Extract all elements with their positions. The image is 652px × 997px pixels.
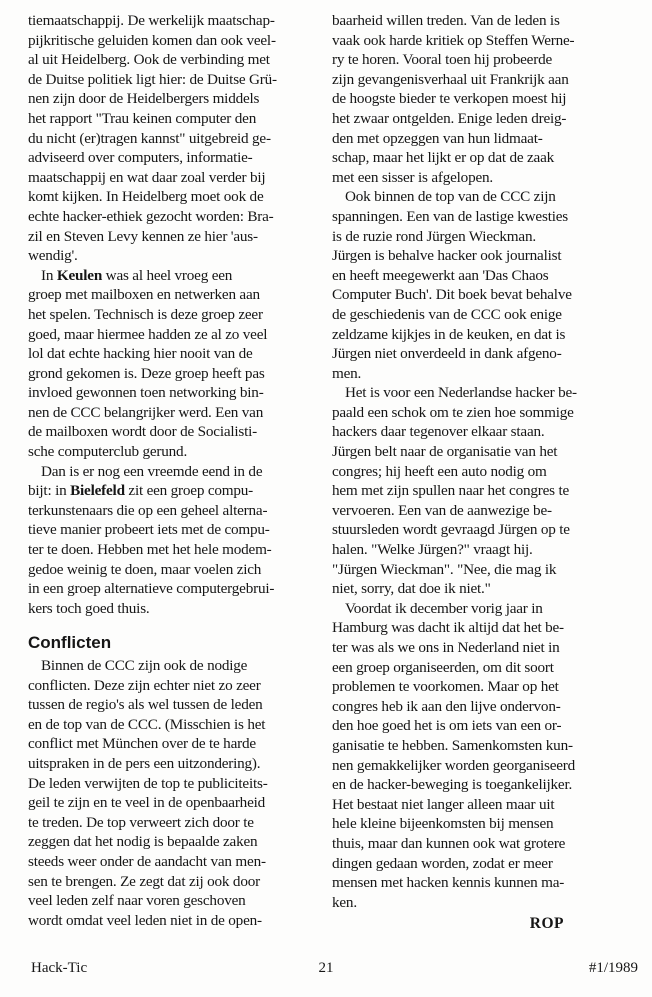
- section-heading: Conflicten: [28, 633, 112, 653]
- column-left: [28, 11, 322, 934]
- paragraph: baarheid willen treden. Van de leden is vaak ook harde kritiek op Steffen Werne- ry te horen. Vooral toen hij probeerde zijn gevangenisverhaal uit Frankrijk aan de hoogste bieder te verkopen moest hij het zwaar ontgelden. Enige leden dreig- den met opzeggen van hun lidmaat- schap, maar het lijkt er op dat de zaak met een sisser is afgelopen.: [332, 12, 575, 186]
- page-number: 21: [318, 960, 334, 976]
- column-right: [332, 11, 626, 934]
- issue-number: #1/1989: [588, 960, 638, 976]
- paragraph: In Keulen was al heel vroeg een groep met mailboxen en netwerken aan het spelen. Technisch is deze groep zeer goed, maar hiermee hadden ze al zo veel lol dat echte hacking hier nooit van de grond gekomen is. Deze groep heeft pas invloed gewonnen toen networking bin- nen de CCC belangrijker werd. Een van de mailboxen wordt door de Socialisti- sche computerclub gerund.: [28, 266, 268, 461]
- paragraph: tiemaatschappij. De werkelijk maatschap- pijkritische geluiden komen dan ook veel- al uit Heidelberg. Ook de verbinding met de Duitse politiek ligt hier: de Duitse Grü- nen zijn door de Heidelbergers middels het rapport "Trau keinen computer den du nicht (er)tragen kannst" uitgebreid ge- adviseerd over computers, informatie- maatschappij en wat daar zoal verder bij komt kijken. In Heidelberg moet ook de echte hacker-ethiek gezocht worden: Bra- zil en Steven Levy kennen ze hier 'aus- wendig'.: [28, 12, 277, 265]
- paragraph: Binnen de CCC zijn ook de nodige conflicten. Deze zijn echter niet zo zeer tussen de regio's als wel tussen de leden en de top van de CCC. (Misschien is het conflict met München over de te harde uitspraken in de pers een uitzondering). De leden verwijten de top te publiciteits- geil te zijn en te veel in de openbaarheid te treden. De top verweert zich door te zeggen dat het nodig is bepaalde zaken steeds weer onder de aandacht van men- sen te brengen. Ze zegt dat zij ook door veel leden zelf naar voren geschoven wordt omdat veel leden niet in de open-: [28, 657, 268, 929]
- paragraph: Ook binnen de top van de CCC zijn spanningen. Een van de lastige kwesties is de ruzie rond Jürgen Wieckman. Jürgen is behalve hacker ook journalist en heeft meegewerkt aan 'Das Chaos Computer Buch'. Dit boek bevat behalve de geschiedenis van de CCC ook enige zeldzame kijkjes in de keuken, en dat is Jürgen niet onverdeeld in dank afgeno- men.: [332, 188, 572, 382]
- paragraph: Het is voor een Nederlandse hacker be- paald een schok om te zien hoe sommige hackers daar tegenover elkaar staan. Jürgen belt naar de organisatie van het congres; hij heeft een auto nodig om hem met zijn spullen naar het congres te vervoeren. Een van de aanwezige be- stuursleden wordt gevraagd Jürgen op te halen. "Welke Jürgen?" vraagt hij. "Jürgen Wieckman". "Nee, die mag ik niet, sorry, dat doe ik niet.": [332, 384, 577, 598]
- paragraph: Voordat ik december vorig jaar in Hamburg was dacht ik altijd dat het be- ter was als we ons in Nederland niet in een groep organiseerden, om dit soort problemen te voorkomen. Maar op het congres heb ik aan den lijve ondervon- den hoe goed het is om iets van een or- ganisatie te hebben. Samenkomsten kun- nen gemakkelijker worden georganiseerd en de hacker-beweging is toegankelijker. Het bestaat niet langer alleen maar uit hele kleine bijeenkomsten bij mensen thuis, maar dan kunnen ook wat grotere dingen gedaan worden, zodat er meer mensen met hacken kennis kunnen ma- ken.: [332, 599, 576, 911]
- article-body: [28, 11, 626, 934]
- author-signature: ROP: [529, 915, 564, 933]
- magazine-title: Hack-Tic: [31, 960, 88, 976]
- paragraph: Dan is er nog een vreemde eend in de bijt: in Bielefeld zit een groep compu- terkunstenaars die op een geheel alterna- tieve manier probeert iets met de compu- ter te doen. Hebben met het hele modem- gedoe weinig te doen, maar voelen zich in een groep alternatieve computergebrui- kers toch goed thuis.: [28, 462, 275, 617]
- page-footer: [0, 958, 652, 980]
